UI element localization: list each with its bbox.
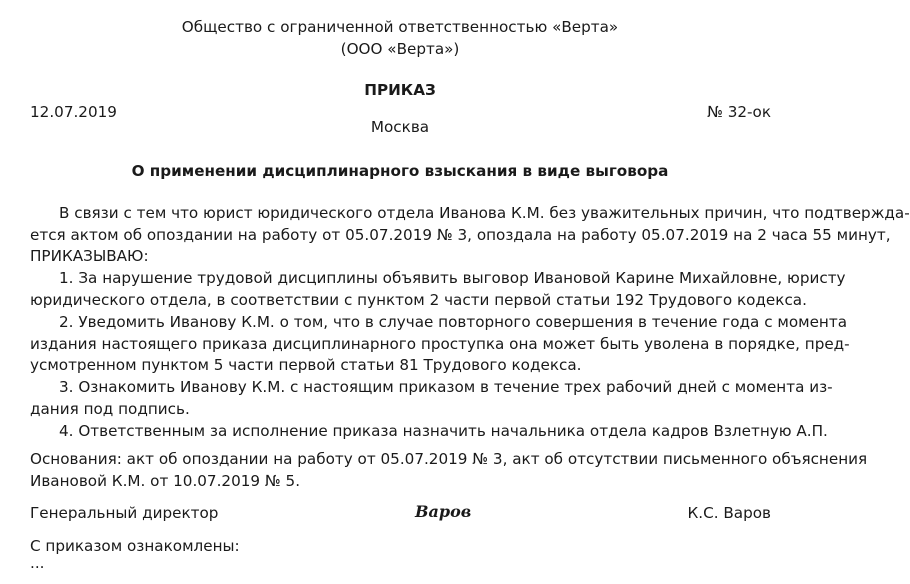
text-line: 1. За нарушение трудовой дисциплины объявить выговор Ивановой Карине Михайловне, юристу [59, 269, 846, 287]
organization-short-name: (ООО «Верта») [340, 40, 460, 58]
order-item-3 [30, 377, 833, 420]
text-line: 2. Уведомить Иванову К.М. о том, что в случае повторного совершения в течение года с момента [59, 313, 848, 331]
basis-paragraph [30, 449, 868, 492]
text-line: Ивановой К.М. от 10.07.2019 № 5. [30, 471, 301, 490]
document-title: О применении дисциплинарного взыскания в виде выговора [131, 162, 669, 180]
text-line: Основания: акт об опоздании на работу от 05.07.2019 № 3, акт об отсутствии письменного объяснения [30, 450, 868, 468]
text-line: юридического отдела, в соответствии с пунктом 2 части первой статьи 192 Трудового кодекса. [30, 290, 807, 309]
handwritten-signature: Варов [415, 502, 472, 521]
text-line: дания под подпись. [30, 399, 190, 418]
document-date: 12.07.2019 [30, 103, 117, 121]
text-line: 4. Ответственным за исполнение приказа назначить начальника отдела кадров Взлетную А.П. [59, 422, 828, 440]
acknowledgement-ellipsis: ... [30, 554, 45, 572]
order-item-4 [30, 421, 828, 443]
order-item-1 [30, 268, 846, 311]
document-city: Москва [370, 118, 430, 136]
signatory-name: К.С. Варов [687, 504, 771, 522]
text-line: издания настоящего приказа дисциплинарного проступка она может быть уволена в порядке, пред- [30, 334, 850, 353]
acknowledgement-label: С приказом ознакомлены: [30, 537, 240, 555]
signatory-position: Генеральный директор [30, 504, 219, 522]
text-line: усмотренном пунктом 5 части первой статьи 81 Трудового кодекса. [30, 356, 582, 375]
text-line: ется актом об опоздании на работу от 05.07.2019 № 3, опоздала на работу 05.07.2019 на 2 часа 55 минут, [30, 225, 891, 244]
text-line: 3. Ознакомить Иванову К.М. с настоящим приказом в течение трех рабочий дней с момента из- [59, 378, 833, 396]
text-line: ПРИКАЗЫВАЮ: [30, 247, 149, 266]
intro-paragraph [30, 203, 910, 268]
text-line: В связи с тем что юрист юридического отдела Иванова К.М. без уважительных причин, что подтвержда- [59, 204, 910, 222]
order-item-2 [30, 312, 850, 377]
document-number: № 32-ок [707, 103, 771, 121]
organization-name: Общество с ограниченной ответственностью «Верта» [181, 18, 619, 36]
document-type: ПРИКАЗ [364, 81, 436, 99]
